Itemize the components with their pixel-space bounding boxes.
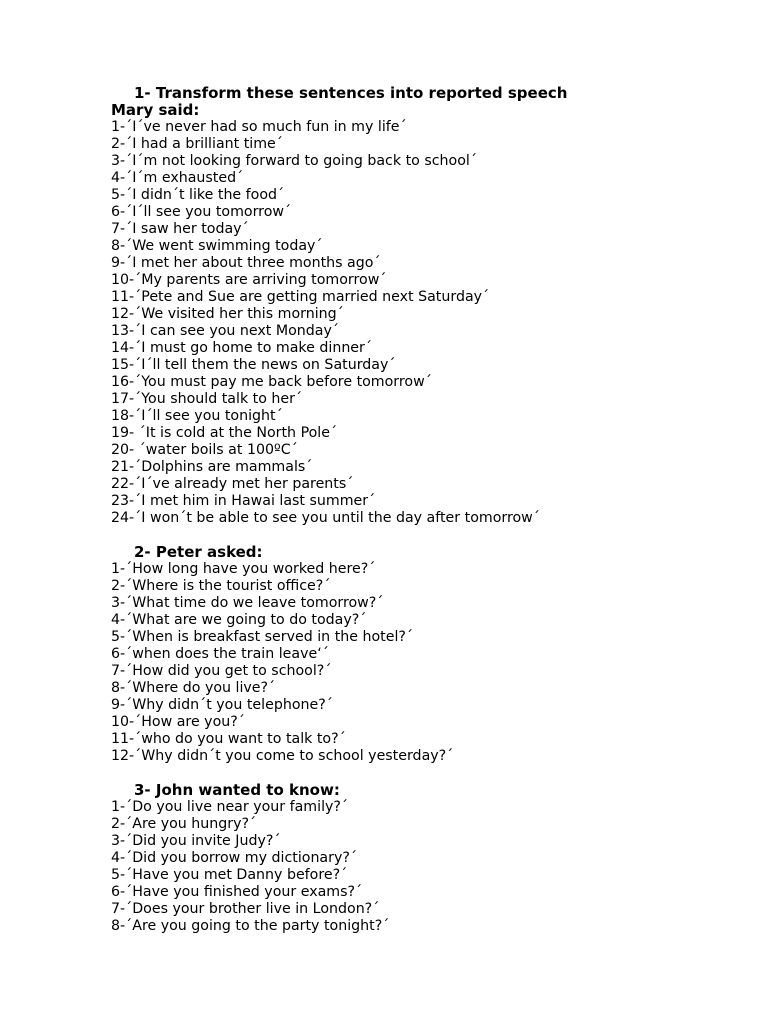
list-item: 10-´How are you?´	[111, 714, 245, 730]
list-item: 10-´My parents are arriving tomorrow´	[111, 272, 387, 288]
list-item: 9-´Why didn´t you telephone?´	[111, 697, 333, 713]
list-item: 1-´How long have you worked here?´	[111, 561, 376, 577]
list-item: 4-´What are we going to do today?´	[111, 612, 367, 628]
list-item: 3-´Did you invite Judy?´	[111, 833, 281, 849]
section-1	[111, 85, 731, 527]
section-3	[111, 782, 731, 935]
worksheet	[111, 85, 731, 935]
list-item: 4-´Did you borrow my dictionary?´	[111, 850, 357, 866]
list-item: 22-´I´ve already met her parents´	[111, 476, 354, 492]
list-item: 23-´I met him in Hawai last summer´	[111, 493, 376, 509]
list-item: 2-´Are you hungry?´	[111, 816, 257, 832]
list-item: 9-´I met her about three months ago´	[111, 255, 381, 271]
list-item: 3-´I´m not looking forward to going back to school´	[111, 153, 477, 169]
list-item: 5-´I didn´t like the food´	[111, 187, 285, 203]
list-item: 11-´who do you want to talk to?´	[111, 731, 346, 747]
list-item: 13-´I can see you next Monday´	[111, 323, 339, 339]
list-item: 16-´You must pay me back before tomorrow´	[111, 374, 432, 390]
spacer	[111, 765, 731, 782]
list-item: 3-´What time do we leave tomorrow?´	[111, 595, 384, 611]
list-item: 18-´I´ll see you tonight´	[111, 408, 283, 424]
list-item: 20- ´water boils at 100ºC´	[111, 442, 298, 458]
list-item: 19- ´It is cold at the North Pole´	[111, 425, 338, 441]
section-1-list	[111, 119, 731, 527]
section-2	[111, 544, 731, 765]
list-item: 4-´I´m exhausted´	[111, 170, 244, 186]
list-item: 8-´Are you going to the party tonight?´	[111, 918, 390, 934]
section-1-title: 1- Transform these sentences into reported speech	[134, 84, 568, 102]
list-item: 8-´Where do you live?´	[111, 680, 276, 696]
list-item: 2-´I had a brilliant time´	[111, 136, 283, 152]
list-item: 15-´I´ll tell them the news on Saturday´	[111, 357, 396, 373]
list-item: 5-´When is breakfast served in the hotel?´	[111, 629, 414, 645]
list-item: 8-´We went swimming today´	[111, 238, 323, 254]
list-item: 6-´when does the train leave‘´	[111, 646, 329, 662]
list-item: 17-´You should talk to her´	[111, 391, 303, 407]
list-item: 1-´I´ve never had so much fun in my life´	[111, 119, 407, 135]
list-item: 14-´I must go home to make dinner´	[111, 340, 372, 356]
section-1-speaker: Mary said:	[111, 101, 200, 119]
section-3-list	[111, 799, 731, 935]
section-3-title: 3- John wanted to know:	[134, 781, 340, 799]
section-2-title: 2- Peter asked:	[134, 543, 263, 561]
list-item: 2-´Where is the tourist office?´	[111, 578, 331, 594]
list-item: 7-´I saw her today´	[111, 221, 249, 237]
list-item: 6-´Have you finished your exams?´	[111, 884, 363, 900]
list-item: 1-´Do you live near your family?´	[111, 799, 349, 815]
list-item: 7-´How did you get to school?´	[111, 663, 332, 679]
spacer	[111, 527, 731, 544]
list-item: 7-´Does your brother live in London?´	[111, 901, 380, 917]
section-2-list	[111, 561, 731, 765]
list-item: 6-´I´ll see you tomorrow´	[111, 204, 292, 220]
list-item: 24-´I won´t be able to see you until the day after tomorrow´	[111, 510, 540, 526]
list-item: 5-´Have you met Danny before?´	[111, 867, 348, 883]
list-item: 11-´Pete and Sue are getting married next Saturday´	[111, 289, 490, 305]
list-item: 12-´We visited her this morning´	[111, 306, 344, 322]
list-item: 21-´Dolphins are mammals´	[111, 459, 313, 475]
list-item: 12-´Why didn´t you come to school yesterday?´	[111, 748, 454, 764]
